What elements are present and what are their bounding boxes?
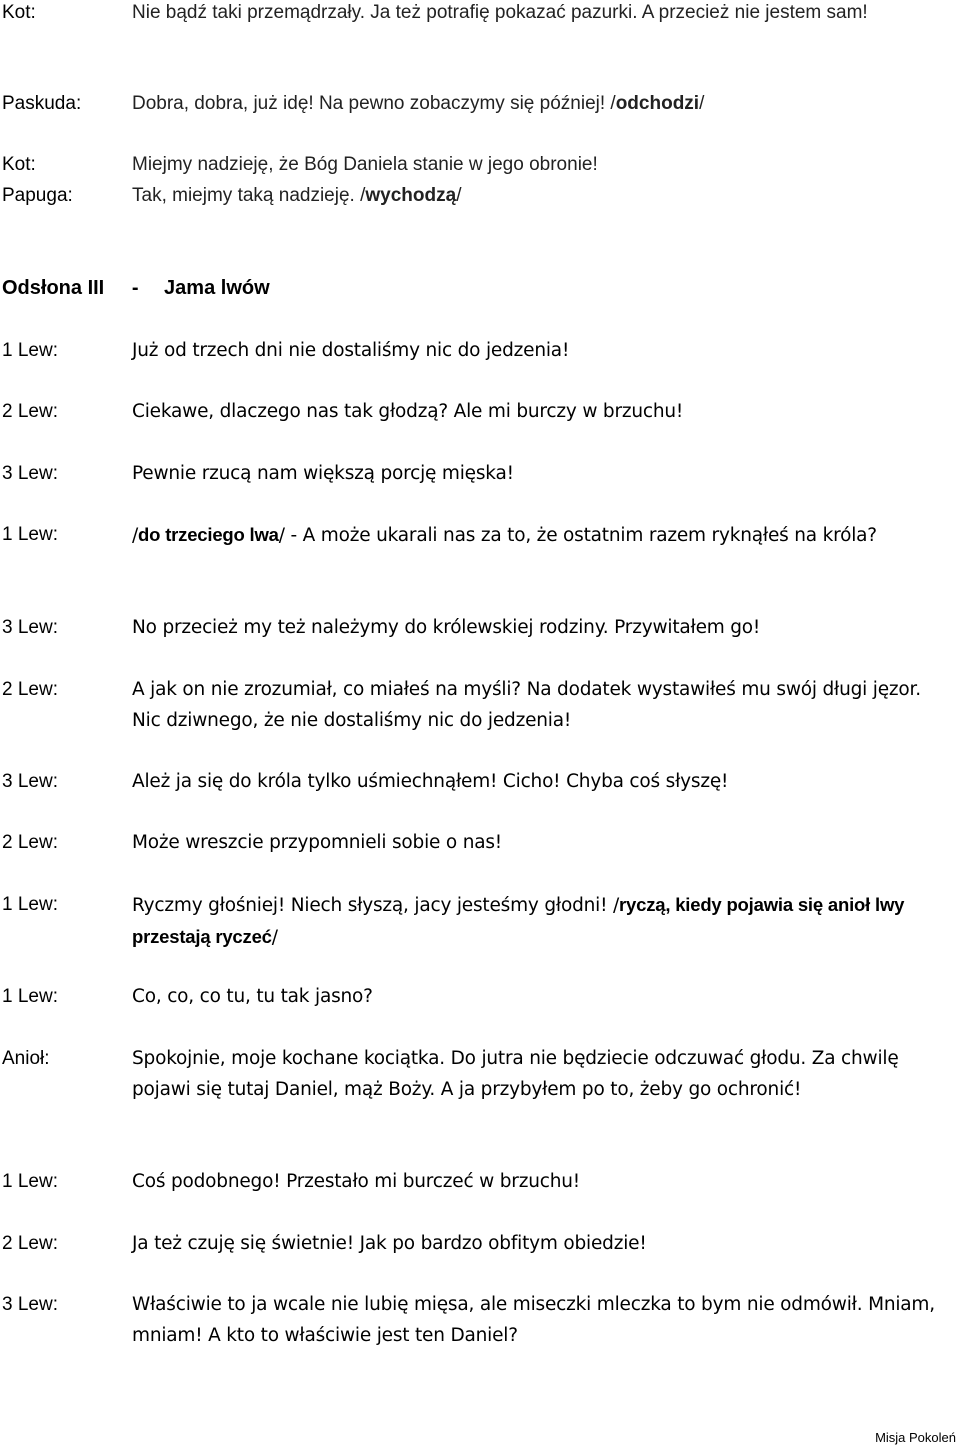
speaker-name: 3 Lew: [2,463,58,484]
stage-direction: wychodzą [365,185,457,206]
line-text: Ryczmy głośniej! Niech słyszą, jacy jesteśmy głodni! /ryczą, kiedy pojawia się anioł lwy przestają ryczeć/ [132,894,905,948]
speaker-name: 3 Lew: [2,771,58,792]
speaker-name: 2 Lew: [2,1233,58,1254]
line-text: Spokojnie, moje kochane kociątka. Do jutra nie będziecie odczuwać głodu. Za chwilę pojawi się tutaj Daniel, mąż Boży. A ja przybyłem po to, żeby go ochronić! [132,1048,899,1100]
speaker-name: 1 Lew: [2,894,58,915]
line-text: Co, co, co tu, tu tak jasno? [132,986,373,1007]
speaker-name: 3 Lew: [2,1294,58,1315]
speaker-name: Kot: [2,2,36,23]
line-text: Miejmy nadzieję, że Bóg Daniela stanie w jego obronie! [132,154,598,175]
line-text: Może wreszcie przypomnieli sobie o nas! [132,832,503,853]
line-text: Ja też czuję się świetnie! Jak po bardzo obfitym obiedzie! [132,1233,647,1254]
line-text: Coś podobnego! Przestało mi burczeć w brzuchu! [132,1171,580,1192]
line-text: Już od trzech dni nie dostaliśmy nic do jedzenia! [132,340,570,361]
speaker-name: Anioł: [2,1048,50,1069]
scene-label: Odsłona III [2,277,105,299]
speaker-name: Papuga: [2,185,73,206]
speaker-name: 1 Lew: [2,524,58,545]
speaker-name: 2 Lew: [2,832,58,853]
footer-brand: Misja Pokoleń [875,1430,956,1445]
speaker-name: 1 Lew: [2,1171,58,1192]
speaker-name: 2 Lew: [2,679,58,700]
line-text: Ciekawe, dlaczego nas tak głodzą? Ale mi burczy w brzuchu! [132,401,684,422]
speaker-name: Kot: [2,154,36,175]
stage-direction: odchodzi [615,93,700,114]
line-text: Pewnie rzucą nam większą porcję mięska! [132,463,514,484]
scene-heading [2,273,270,304]
line-text: No przecież my też należymy do królewskiej rodziny. Przywitałem go! [132,617,761,638]
line-text: Nie bądź taki przemądrzały. Ja też potrafię pokazać pazurki. A przecież nie jestem sam! [132,2,868,23]
line-text: Dobra, dobra, już idę! Na pewno zobaczymy się później! /odchodzi/ [132,93,705,114]
line-text: Właściwie to ja wcale nie lubię mięsa, ale miseczki mleczka to bym nie odmówił. Mniam, mniam! A kto to właściwie jest ten Daniel? [132,1294,935,1346]
stage-direction: do trzeciego lwa [138,524,279,545]
speaker-name: 1 Lew: [2,986,58,1007]
line-text: Ależ ja się do króla tylko uśmiechnąłem! Cicho! Chyba coś słyszę! [132,771,729,792]
line-text: Tak, miejmy taką nadzieję. /wychodzą/ [132,185,462,206]
speaker-name: 3 Lew: [2,617,58,638]
speaker-name: 2 Lew: [2,401,58,422]
speaker-name: Paskuda: [2,93,82,114]
line-text: A jak on nie zrozumiał, co miałeś na myśli? Na dodatek wystawiłeś mu swój długi jęzor. Nic dziwnego, że nie dostaliśmy nic do jedzenia! [132,679,921,731]
line-text: /do trzeciego lwa/ - A może ukarali nas za to, że ostatnim razem ryknąłeś na króla? [132,524,877,546]
scene-title: Jama lwów [164,277,270,299]
stage-direction: ryczą, kiedy pojawia się anioł lwy przestają ryczeć [132,894,905,947]
speaker-name: 1 Lew: [2,340,58,361]
scene-dash: - [131,277,139,299]
